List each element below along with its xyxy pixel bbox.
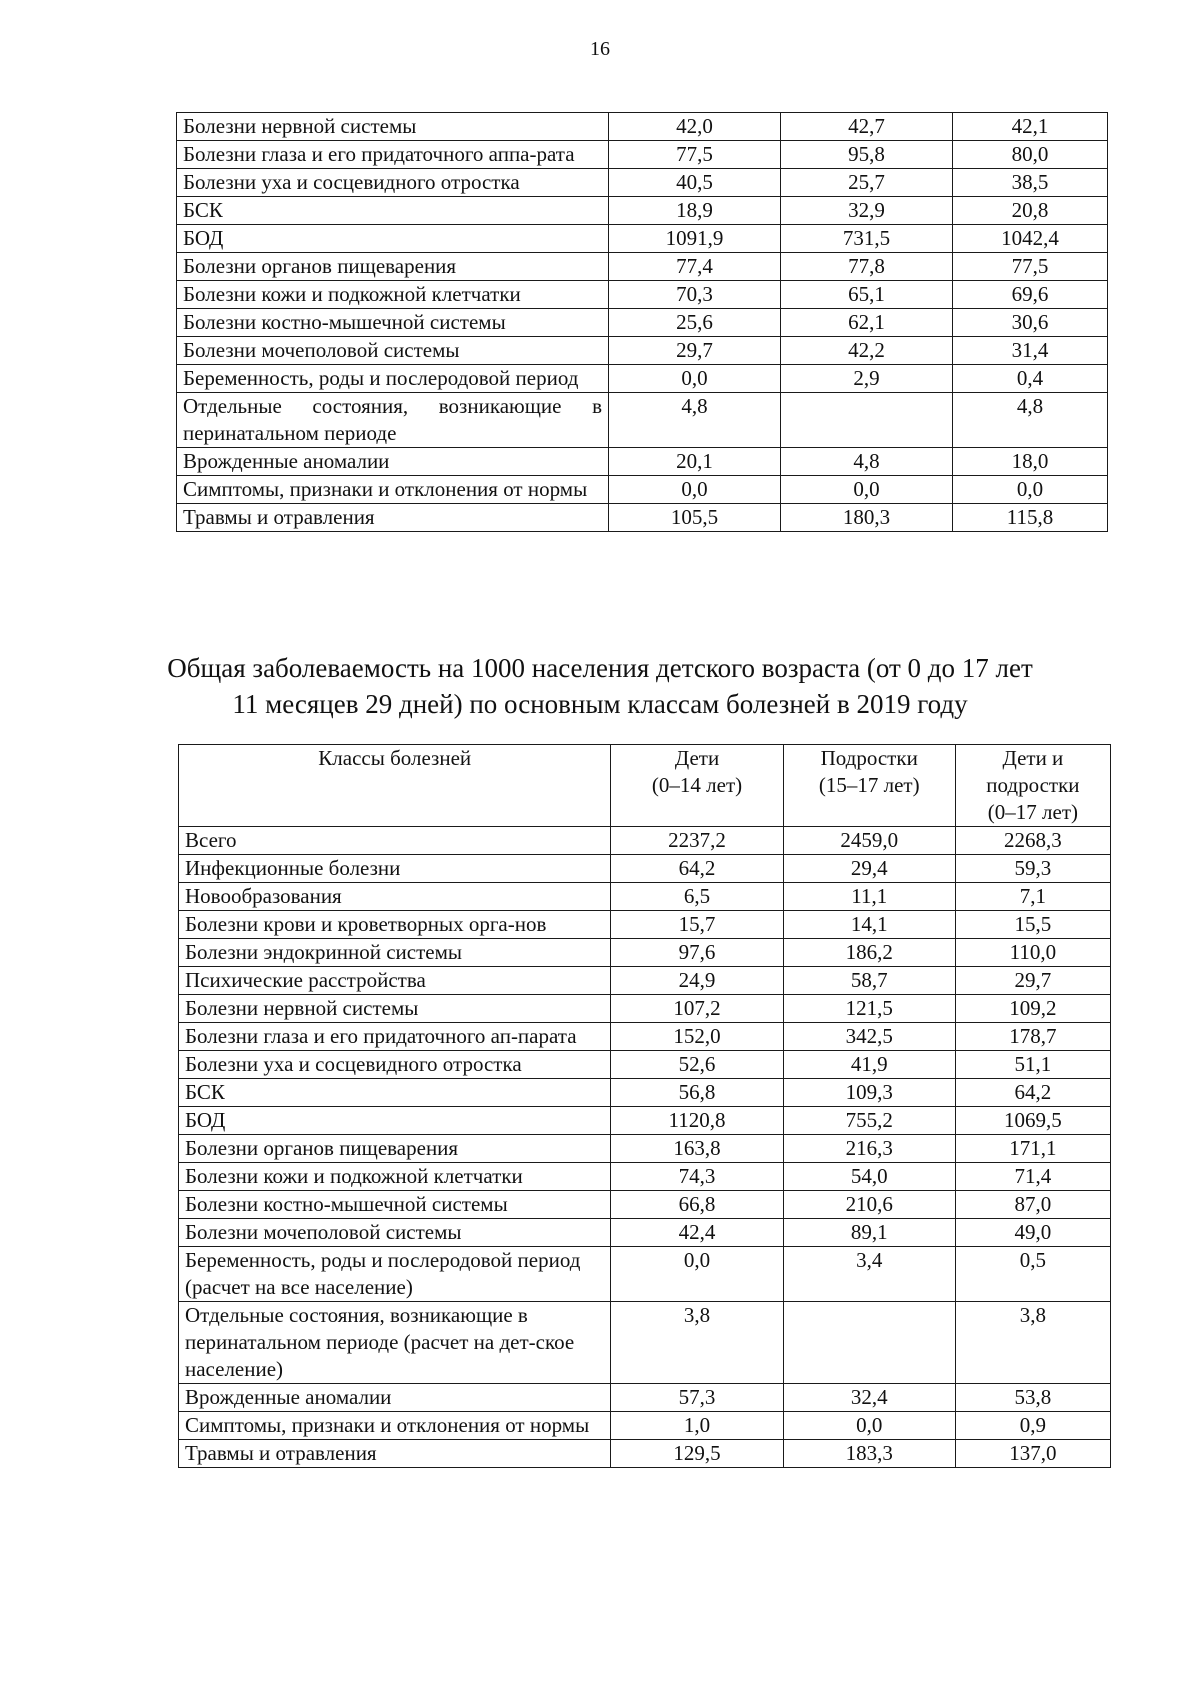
column-header-label: Дети [674,746,720,770]
children-value-cell: 105,5 [609,504,781,532]
total-value-cell: 59,3 [955,855,1110,883]
teens-value-cell: 65,1 [781,281,953,309]
total-value-cell: 178,7 [955,1023,1110,1051]
children-value-cell: 57,3 [611,1384,783,1412]
teens-value-cell: 121,5 [783,995,955,1023]
total-value-cell: 109,2 [955,995,1110,1023]
table-row [179,1440,1111,1468]
disease-class-cell: Симптомы, признаки и отклонения от нормы [177,476,609,504]
disease-class-cell: Беременность, роды и послеродовой период (расчет на все население) [179,1247,611,1302]
disease-class-cell: Всего [179,827,611,855]
table-row [177,309,1108,337]
teens-value-cell: 58,7 [783,967,955,995]
children-value-cell: 64,2 [611,855,783,883]
total-value-cell: 7,1 [955,883,1110,911]
total-value-cell: 49,0 [955,1219,1110,1247]
disease-class-cell: Симптомы, признаки и отклонения от нормы [179,1412,611,1440]
teens-value-cell [781,393,953,448]
children-value-cell: 3,8 [611,1302,783,1384]
disease-class-cell: Болезни мочеполовой системы [177,337,609,365]
disease-class-cell: Болезни нервной системы [177,113,609,141]
children-value-cell: 77,4 [609,253,781,281]
total-value-cell: 4,8 [953,393,1108,448]
teens-value-cell: 216,3 [783,1135,955,1163]
children-value-cell: 163,8 [611,1135,783,1163]
total-value-cell: 20,8 [953,197,1108,225]
column-header-children [611,745,783,827]
column-header-label: Классы болезней [318,746,472,770]
teens-value-cell: 3,4 [783,1247,955,1302]
teens-value-cell: 62,1 [781,309,953,337]
table-row [177,141,1108,169]
children-value-cell: 0,0 [609,476,781,504]
total-value-cell: 71,4 [955,1163,1110,1191]
table-row [179,1135,1111,1163]
table-row [179,939,1111,967]
teens-value-cell: 0,0 [783,1412,955,1440]
children-value-cell: 1120,8 [611,1107,783,1135]
teens-value-cell: 109,3 [783,1079,955,1107]
disease-class-cell: Болезни мочеполовой системы [179,1219,611,1247]
total-value-cell: 29,7 [955,967,1110,995]
total-value-cell: 51,1 [955,1051,1110,1079]
total-value-cell: 38,5 [953,169,1108,197]
children-value-cell: 40,5 [609,169,781,197]
total-value-cell: 42,1 [953,113,1108,141]
total-value-cell: 1042,4 [953,225,1108,253]
disease-class-cell: Психические расстройства [179,967,611,995]
children-value-cell: 18,9 [609,197,781,225]
teens-value-cell: 210,6 [783,1191,955,1219]
children-value-cell: 15,7 [611,911,783,939]
disease-class-cell: Травмы и отравления [179,1440,611,1468]
table-row [177,504,1108,532]
total-value-cell: 53,8 [955,1384,1110,1412]
teens-value-cell: 11,1 [783,883,955,911]
table-row [179,1107,1111,1135]
disease-class-cell: БСК [179,1079,611,1107]
disease-class-cell: Травмы и отравления [177,504,609,532]
teens-value-cell: 42,2 [781,337,953,365]
children-value-cell: 56,8 [611,1079,783,1107]
teens-value-cell: 42,7 [781,113,953,141]
children-value-cell: 6,5 [611,883,783,911]
total-value-cell: 30,6 [953,309,1108,337]
table-row [177,476,1108,504]
teens-value-cell: 54,0 [783,1163,955,1191]
table-row [179,1163,1111,1191]
teens-value-cell: 32,4 [783,1384,955,1412]
total-value-cell: 137,0 [955,1440,1110,1468]
children-value-cell: 0,0 [611,1247,783,1302]
table-row [179,827,1111,855]
disease-class-cell: Болезни уха и сосцевидного отростка [177,169,609,197]
page-number: 16 [590,38,610,60]
teens-value-cell: 32,9 [781,197,953,225]
table-row [179,1023,1111,1051]
total-value-cell: 77,5 [953,253,1108,281]
table-row [177,113,1108,141]
table-row [179,855,1111,883]
column-header-children-and-teens [955,745,1110,827]
table-row [179,1051,1111,1079]
disease-class-cell: Беременность, роды и послеродовой период [177,365,609,393]
disease-class-cell: Болезни крови и кроветворных орга-нов [179,911,611,939]
children-value-cell: 97,6 [611,939,783,967]
children-value-cell: 70,3 [609,281,781,309]
teens-value-cell: 342,5 [783,1023,955,1051]
children-value-cell: 107,2 [611,995,783,1023]
children-value-cell: 152,0 [611,1023,783,1051]
teens-value-cell: 89,1 [783,1219,955,1247]
disease-class-cell: БОД [177,225,609,253]
table-row [179,911,1111,939]
total-value-cell: 0,4 [953,365,1108,393]
disease-class-cell: БСК [177,197,609,225]
disease-class-cell: Болезни костно-мышечной системы [177,309,609,337]
table-row [177,337,1108,365]
table-row [177,281,1108,309]
teens-value-cell: 77,8 [781,253,953,281]
disease-class-cell: Инфекционные болезни [179,855,611,883]
table-row [179,1079,1111,1107]
column-header-label: Дети и [1002,746,1064,770]
table-row [179,967,1111,995]
disease-class-cell: Болезни органов пищеварения [177,253,609,281]
morbidity-table-continued [176,112,1108,532]
table-heading-line: 11 месяцев 29 дней) по основным классам болезней в 2019 году [232,689,968,719]
table-row [177,225,1108,253]
disease-class-cell: Болезни нервной системы [179,995,611,1023]
column-header-teens [783,745,955,827]
total-value-cell: 0,5 [955,1247,1110,1302]
children-value-cell: 42,0 [609,113,781,141]
disease-class-cell: Болезни уха и сосцевидного отростка [179,1051,611,1079]
total-value-cell: 64,2 [955,1079,1110,1107]
total-value-cell: 15,5 [955,911,1110,939]
teens-value-cell: 180,3 [781,504,953,532]
teens-value-cell [783,1302,955,1384]
disease-class-cell: Болезни костно-мышечной системы [179,1191,611,1219]
total-value-cell: 110,0 [955,939,1110,967]
disease-class-cell: Болезни глаза и его придаточного аппа-рата [177,141,609,169]
table-row [179,1219,1111,1247]
teens-value-cell: 29,4 [783,855,955,883]
total-value-cell: 2268,3 [955,827,1110,855]
disease-class-cell: Отдельные состояния, возникающие в перинатальном периоде (расчет на дет-ское население) [179,1302,611,1384]
disease-class-cell: Новообразования [179,883,611,911]
total-value-cell: 80,0 [953,141,1108,169]
teens-value-cell: 0,0 [781,476,953,504]
teens-value-cell: 186,2 [783,939,955,967]
children-value-cell: 42,4 [611,1219,783,1247]
children-value-cell: 2237,2 [611,827,783,855]
teens-value-cell: 14,1 [783,911,955,939]
children-value-cell: 24,9 [611,967,783,995]
teens-value-cell: 2459,0 [783,827,955,855]
column-header-label: (0–14 лет) [651,773,743,797]
total-value-cell: 18,0 [953,448,1108,476]
table-row [177,197,1108,225]
children-value-cell: 29,7 [609,337,781,365]
column-header-label: подростки [986,773,1080,797]
teens-value-cell: 25,7 [781,169,953,197]
teens-value-cell: 41,9 [783,1051,955,1079]
disease-class-cell: Болезни эндокринной системы [179,939,611,967]
table-row [179,1302,1111,1384]
children-value-cell: 25,6 [609,309,781,337]
total-value-cell: 3,8 [955,1302,1110,1384]
table-heading-line: Общая заболеваемость на 1000 населения детского возраста (от 0 до 17 лет [167,653,1033,683]
table-row [179,1247,1111,1302]
total-value-cell: 1069,5 [955,1107,1110,1135]
disease-class-cell: Отдельные состояния, возникающие в перинатальном периоде [177,393,609,448]
table-heading [120,650,1080,722]
teens-value-cell: 95,8 [781,141,953,169]
total-value-cell: 87,0 [955,1191,1110,1219]
table-row [177,448,1108,476]
children-value-cell: 129,5 [611,1440,783,1468]
table-row [179,883,1111,911]
children-value-cell: 20,1 [609,448,781,476]
disease-class-cell: Врожденные аномалии [177,448,609,476]
children-value-cell: 4,8 [609,393,781,448]
table-header-row [179,745,1111,827]
total-value-cell: 31,4 [953,337,1108,365]
table-row [177,393,1108,448]
children-value-cell: 1091,9 [609,225,781,253]
table-row [177,253,1108,281]
teens-value-cell: 183,3 [783,1440,955,1468]
total-value-cell: 0,9 [955,1412,1110,1440]
children-value-cell: 66,8 [611,1191,783,1219]
table-row [179,995,1111,1023]
disease-class-cell: Болезни глаза и его придаточного ап-парата [179,1023,611,1051]
total-value-cell: 171,1 [955,1135,1110,1163]
disease-class-cell: Болезни кожи и подкожной клетчатки [179,1163,611,1191]
table-row [179,1191,1111,1219]
table-row [179,1412,1111,1440]
morbidity-table-2019 [178,744,1111,1468]
teens-value-cell: 731,5 [781,225,953,253]
total-value-cell: 69,6 [953,281,1108,309]
children-value-cell: 0,0 [609,365,781,393]
table-row [177,169,1108,197]
column-header-label: (0–17 лет) [987,800,1078,824]
children-value-cell: 52,6 [611,1051,783,1079]
children-value-cell: 74,3 [611,1163,783,1191]
teens-value-cell: 755,2 [783,1107,955,1135]
table-row [179,1384,1111,1412]
disease-class-cell: Болезни кожи и подкожной клетчатки [177,281,609,309]
column-header-label: (15–17 лет) [818,773,920,797]
total-value-cell: 115,8 [953,504,1108,532]
teens-value-cell: 2,9 [781,365,953,393]
disease-class-cell: Врожденные аномалии [179,1384,611,1412]
column-header-label: Подростки [820,746,918,770]
column-header-disease-classes [179,745,611,827]
children-value-cell: 77,5 [609,141,781,169]
disease-class-cell: Болезни органов пищеварения [179,1135,611,1163]
children-value-cell: 1,0 [611,1412,783,1440]
total-value-cell: 0,0 [953,476,1108,504]
disease-class-cell: БОД [179,1107,611,1135]
table-row [177,365,1108,393]
teens-value-cell: 4,8 [781,448,953,476]
